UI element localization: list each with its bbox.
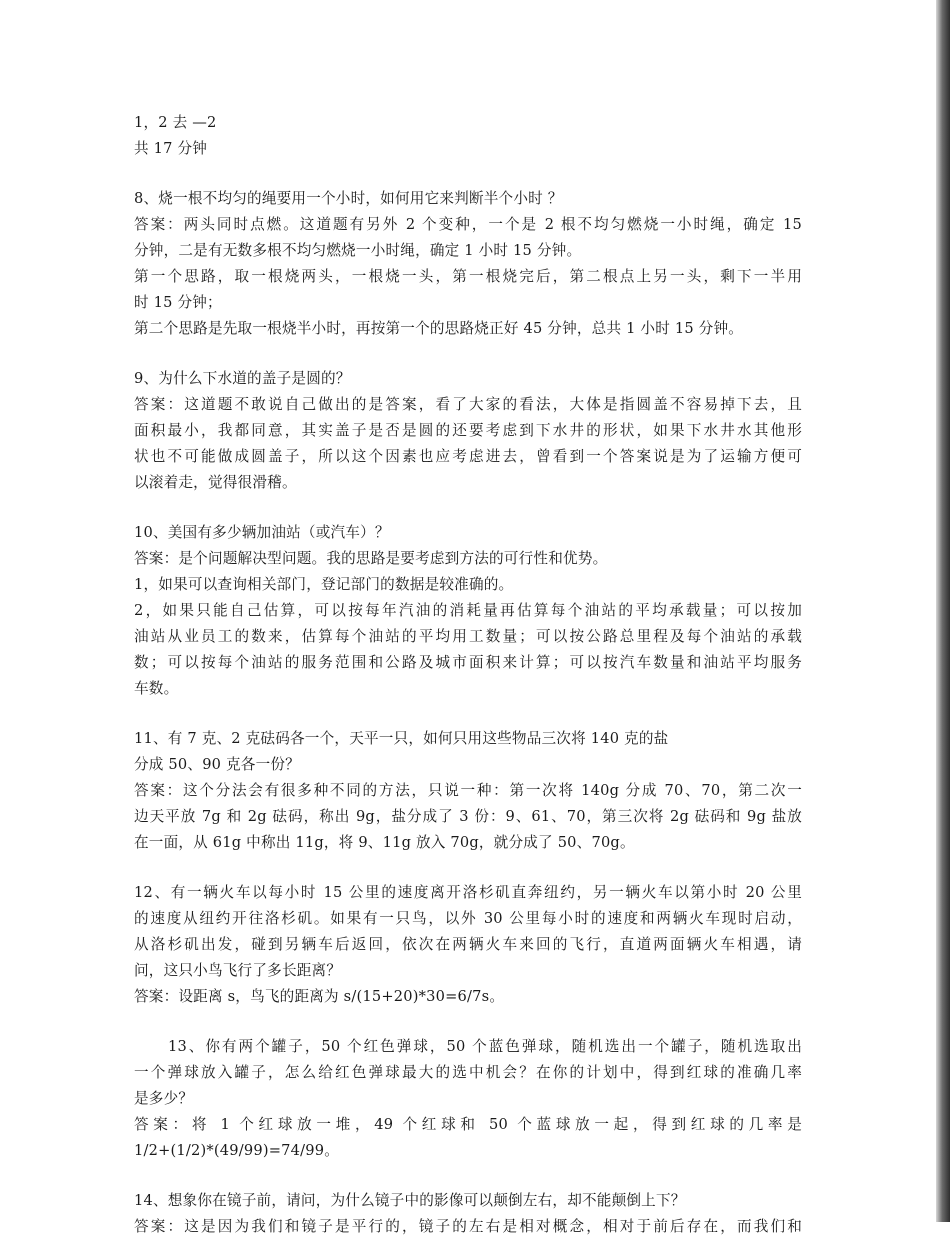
question-block-9 xyxy=(134,366,802,496)
text-block xyxy=(134,110,802,162)
answer-line: 时 15 分钟； xyxy=(134,294,222,311)
question-heading: 9、为什么下水道的盖子是圆的？ xyxy=(134,370,351,387)
answer-line: 第二个思路是先取一根烧半小时，再按第一个的思路烧正好 45 分钟，总共 1 小时 15 分钟。 xyxy=(134,320,744,337)
answer-line: 分钟，二是有无数多根不均匀燃烧一小时绳，确定 1 小时 15 分钟。 xyxy=(134,242,582,259)
answer-line: 面积最小，我都同意，其实盖子是否是圆的还要考虑到下水井的形状，如果下水井水其他形 xyxy=(134,422,802,439)
answer-line: 答案：这道题不敢说自己做出的是答案，看了大家的看法，大体是指圆盖不容易掉下去，且 xyxy=(134,396,802,413)
question-block-13 xyxy=(134,1034,802,1164)
answer-line: 数；可以按每个油站的服务范围和公路及城市面积来计算；可以按汽车数量和油站平均服务 xyxy=(134,654,802,671)
question-heading: 12、有一辆火车以每小时 15 公里的速度离开洛杉矶直奔纽约，另一辆火车以第小时 20 公里 xyxy=(134,884,803,901)
answer-line: 答案：是个问题解决型问题。我的思路是要考虑到方法的可行性和优势。 xyxy=(134,550,608,567)
answer-line: 第一个思路，取一根烧两头，一根烧一头，第一根烧完后，第二根点上另一头，剩下一半用 xyxy=(134,268,802,285)
text-line: 1，2 去 —2 xyxy=(134,114,217,131)
question-heading: 8、烧一根不均匀的绳要用一个小时，如何用它来判断半个小时 ？ xyxy=(134,190,563,207)
answer-line: 1，如果可以查询相关部门，登记部门的数据是较准确的。 xyxy=(134,576,514,593)
page-edge-shadow xyxy=(936,0,950,1222)
document-content xyxy=(134,110,802,1240)
answer-line: 2，如果只能自己估算，可以按每年汽油的消耗量再估算每个油站的平均承载量；可以按加 xyxy=(134,602,802,619)
question-heading: 10、美国有多少辆加油站（或汽车）？ xyxy=(134,524,390,541)
question-block-12 xyxy=(134,880,802,1010)
answer-line: 答案：这是因为我们和镜子是平行的，镜子的左右是相对概念，相对于前后存在，而我们和 xyxy=(134,1218,802,1235)
question-heading: 14、想象你在镜子前，请问，为什么镜子中的影像可以颠倒左右，却不能颠倒上下？ xyxy=(134,1192,686,1209)
answer-line: 油站从业员工的数来，估算每个油站的平均用工数量；可以按公路总里程及每个油站的承载 xyxy=(134,628,802,645)
answer-line: 答案：这个分法会有很多种不同的方法，只说一种：第一次将 140g 分成 70、70，第二次一 xyxy=(134,782,802,799)
question-heading: 13、你有两个罐子，50 个红色弹球，50 个蓝色弹球，随机选出一个罐子，随机选取出 xyxy=(168,1038,802,1055)
question-heading: 的速度从纽约开往洛杉矶。如果有一只鸟，以外 30 公里每小时的速度和两辆火车现时启动， xyxy=(134,910,802,927)
question-heading: 问，这只小鸟飞行了多长距离？ xyxy=(134,962,342,979)
question-heading: 是多少？ xyxy=(134,1090,194,1107)
question-block-8 xyxy=(134,186,802,342)
question-heading: 从洛杉矶出发，碰到另辆车后返回，依次在两辆火车来回的飞行，直道两面辆火车相遇，请 xyxy=(134,936,802,953)
answer-line: 以滚着走，觉得很滑稽。 xyxy=(134,474,297,491)
answer-line: 状也不可能做成圆盖子，所以这个因素也应考虑进去，曾看到一个答案说是为了运输方便可 xyxy=(134,448,802,465)
question-heading: 分成 50、90 克各一份？ xyxy=(134,756,300,773)
answer-line: 答案：两头同时点燃。这道题有另外 2 个变种，一个是 2 根不均匀燃烧一小时绳，确定 15 xyxy=(134,216,802,233)
answer-line: 答案：设距离 s，鸟飞的距离为 s/(15+20)*30=6/7s。 xyxy=(134,988,505,1005)
answer-line: 车数。 xyxy=(134,680,179,697)
question-block-10 xyxy=(134,520,802,702)
question-heading: 一个弹球放入罐子，怎么给红色弹球最大的选中机会？在你的计划中，得到红球的准确几率 xyxy=(134,1064,802,1081)
text-line: 共 17 分钟 xyxy=(134,140,208,157)
answer-line: 答案：将 1 个红球放一堆，49 个红球和 50 个蓝球放一起，得到红球的几率是 xyxy=(134,1116,802,1133)
answer-line: 1/2+(1/2)*(49/99)=74/99。 xyxy=(134,1142,340,1159)
question-block-14 xyxy=(134,1188,802,1240)
answer-line: 边天平放 7g 和 2g 砝码，称出 9g，盐分成了 3 份：9、61、70，第三次将 2g 砝码和 9g 盐放 xyxy=(134,808,802,825)
question-heading: 11、有 7 克、2 克砝码各一个，天平一只，如何只用这些物品三次将 140 克的盐 xyxy=(134,730,669,747)
answer-line: 在一面，从 61g 中称出 11g，将 9、11g 放入 70g，就分成了 50、70g。 xyxy=(134,834,635,851)
question-block-11 xyxy=(134,726,802,856)
